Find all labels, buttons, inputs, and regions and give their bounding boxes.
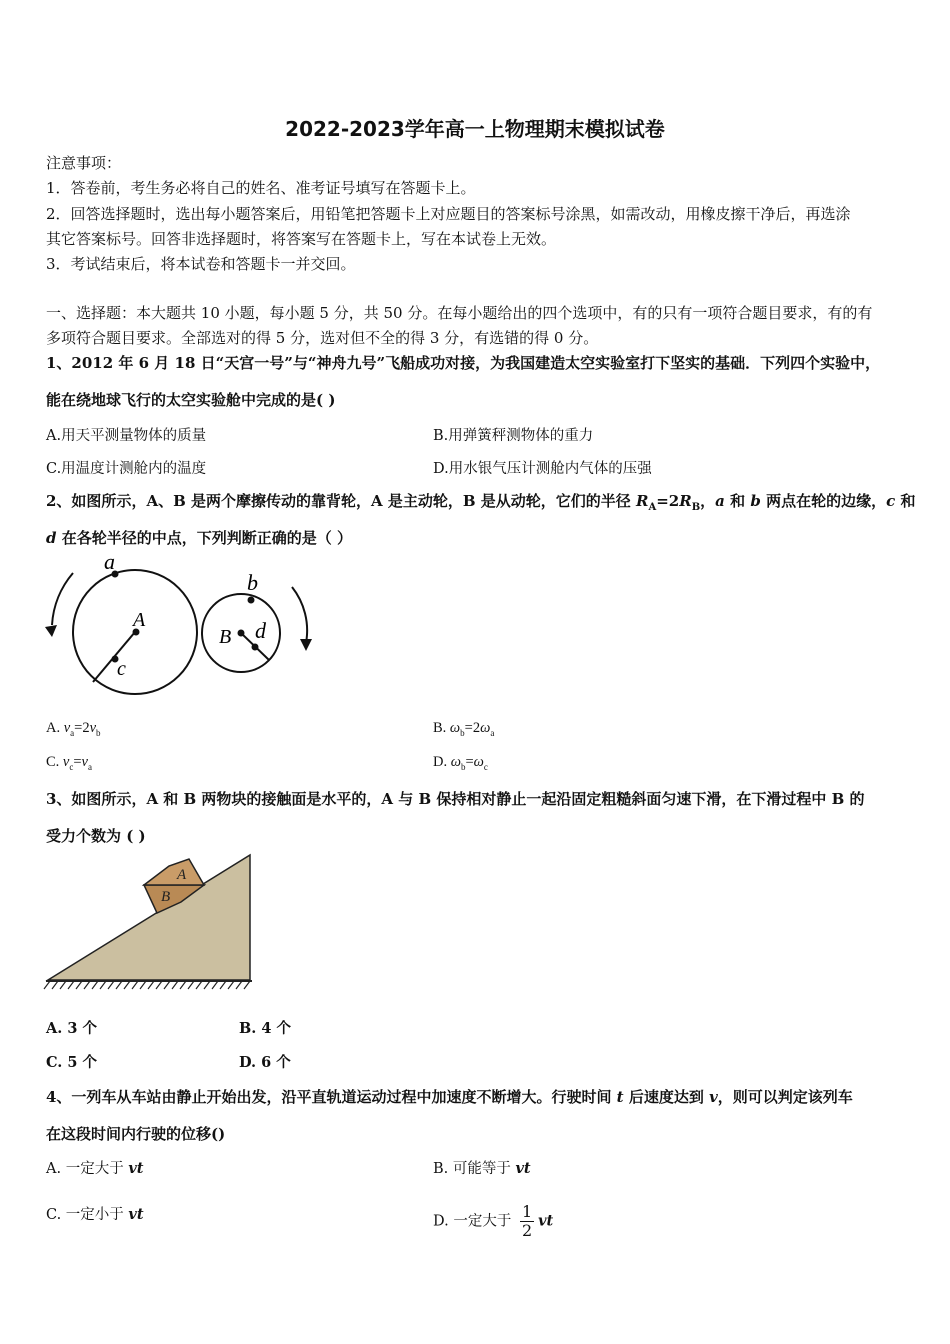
q1-stem: 能在绕地球飞行的太空实验舱中完成的是( ): [46, 391, 336, 409]
q2-option-b: B. $\omega_b=2\omega_a$: [433, 720, 495, 738]
point-d: [252, 644, 259, 651]
hatch-mark: [148, 981, 154, 989]
hatch-mark: [220, 981, 226, 989]
note-item: 1．答卷前，考生务必将自己的姓名、准考证号填写在答题卡上。: [46, 179, 476, 197]
label-c: c: [117, 658, 126, 680]
hatch-mark: [188, 981, 194, 989]
hatch-mark: [204, 981, 210, 989]
note-item: 3．考试结束后，将本试卷和答题卡一并交回。: [46, 255, 356, 273]
q3-option-c: C. 5 个: [46, 1054, 98, 1071]
q1-stem: 1、2012 年 6 月 18 日“天宫一号”与“神舟九号”飞船成功对接，为我国建造太空实验室打下坚实的基础．下列四个实验中，: [46, 354, 881, 372]
hatch-mark: [84, 981, 90, 989]
q3-stem: 受力个数为 ( ): [46, 827, 146, 845]
hatch-mark: [180, 981, 186, 989]
hatch-mark: [212, 981, 218, 989]
block-a: [144, 859, 204, 885]
hatch-mark: [132, 981, 138, 989]
q2-option-d: D. $\omega_b=\omega_c$: [433, 754, 488, 772]
hatch-mark: [44, 981, 50, 989]
rotation-arrow-right: [292, 587, 307, 643]
q3-option-b: B. 4 个: [239, 1020, 291, 1037]
hatch-mark: [68, 981, 74, 989]
hatch-mark: [108, 981, 114, 989]
q4-stem: 在这段时间内行驶的位移(): [46, 1125, 226, 1143]
q1-option-b: B.用弹簧秤测物体的重力: [433, 428, 594, 444]
rotation-arrow-left: [52, 573, 73, 625]
q1-option-a: A.用天平测量物体的质量: [46, 428, 207, 444]
hatch-mark: [116, 981, 122, 989]
hatch-mark: [60, 981, 66, 989]
fraction-one-half: $\frac{1}{2}$: [521, 1202, 533, 1240]
label-b: b: [247, 570, 258, 595]
q4-stem: 4、一列车从车站由静止开始出发，沿平直轨道运动过程中加速度不断增大。行驶时间 t 后速度达到 v，则可以判定该列车: [46, 1088, 853, 1106]
q2-option-a: A. $v_a=2v_b$: [46, 720, 101, 738]
point-b: [248, 597, 255, 604]
label-d: d: [255, 618, 266, 643]
q2-stem: 2、如图所示，A、B 是两个摩擦传动的靠背轮，A 是主动轮，B 是从动轮，它们的半径 $R_A=2R_B$，a 和 b 两点在轮的边缘，c 和: [46, 492, 916, 513]
label-A: A: [133, 609, 146, 631]
incline-wedge: [48, 855, 250, 980]
incline-figure: [44, 852, 254, 994]
hatch-mark: [236, 981, 242, 989]
hatch-mark: [92, 981, 98, 989]
hatch-mark: [76, 981, 82, 989]
q1-option-d: D.用水银气压计测舱内气体的压强: [433, 461, 652, 477]
section-intro: 一、选择题：本大题共 10 小题，每小题 5 分，共 50 分。在每小题给出的四个选项中，有的只有一项符合题目要求，有的有: [46, 304, 873, 322]
arrowhead-left-icon: [45, 625, 57, 637]
hatch-mark: [52, 981, 58, 989]
label-a: a: [104, 549, 115, 574]
q4-option-c: C. 一定小于 vt: [46, 1206, 144, 1223]
center-b: [238, 630, 245, 637]
q3-stem: 3、如图所示，A 和 B 两物块的接触面是水平的，A 与 B 保持相对静止一起沿固定粗糙斜面匀速下滑，在下滑过程中 B 的: [46, 790, 865, 808]
hatch-mark: [164, 981, 170, 989]
hatch-mark: [100, 981, 106, 989]
q3-option-d: D. 6 个: [239, 1054, 291, 1071]
notes-heading: 注意事项：: [46, 154, 122, 172]
hatch-mark: [244, 981, 250, 989]
q3-option-a: A. 3 个: [46, 1020, 97, 1037]
label-B: B: [219, 626, 232, 648]
note-item: 2．回答选择题时，选出每小题答案后，用铅笔把答题卡上对应题目的答案标号涂黑，如需改动，用橡皮擦干净后，再选涂: [46, 205, 851, 223]
q4-option-a: A. 一定大于 vt: [46, 1160, 144, 1177]
note-item: 其它答案标号。回答非选择题时，将答案写在答题卡上，写在本试卷上无效。: [46, 230, 557, 248]
friction-wheels-figure: [40, 549, 320, 705]
hatch-mark: [156, 981, 162, 989]
hatch-mark: [228, 981, 234, 989]
q2-option-c: C. $v_c=v_a$: [46, 754, 92, 772]
q4-option-b: B. 可能等于 vt: [433, 1160, 531, 1177]
arrowhead-right-icon: [300, 639, 312, 651]
page-title: 2022-2023学年高一上物理期末模拟试卷: [285, 117, 665, 141]
q2-stem: d 在各轮半径的中点，下列判断正确的是（ ）: [46, 529, 352, 547]
hatch-mark: [172, 981, 178, 989]
hatch-mark: [124, 981, 130, 989]
ground-hatching: [44, 981, 250, 989]
label-block-a: A: [177, 867, 187, 883]
q4-option-d: D. 一定大于 $\frac{1}{2}$ vt: [433, 1202, 554, 1240]
q1-option-c: C.用温度计测舱内的温度: [46, 461, 207, 477]
hatch-mark: [196, 981, 202, 989]
label-block-b: B: [161, 889, 171, 905]
hatch-mark: [140, 981, 146, 989]
section-intro: 多项符合题目要求。全部选对的得 5 分，选对但不全的得 3 分，有选错的得 0 分。: [46, 329, 599, 347]
